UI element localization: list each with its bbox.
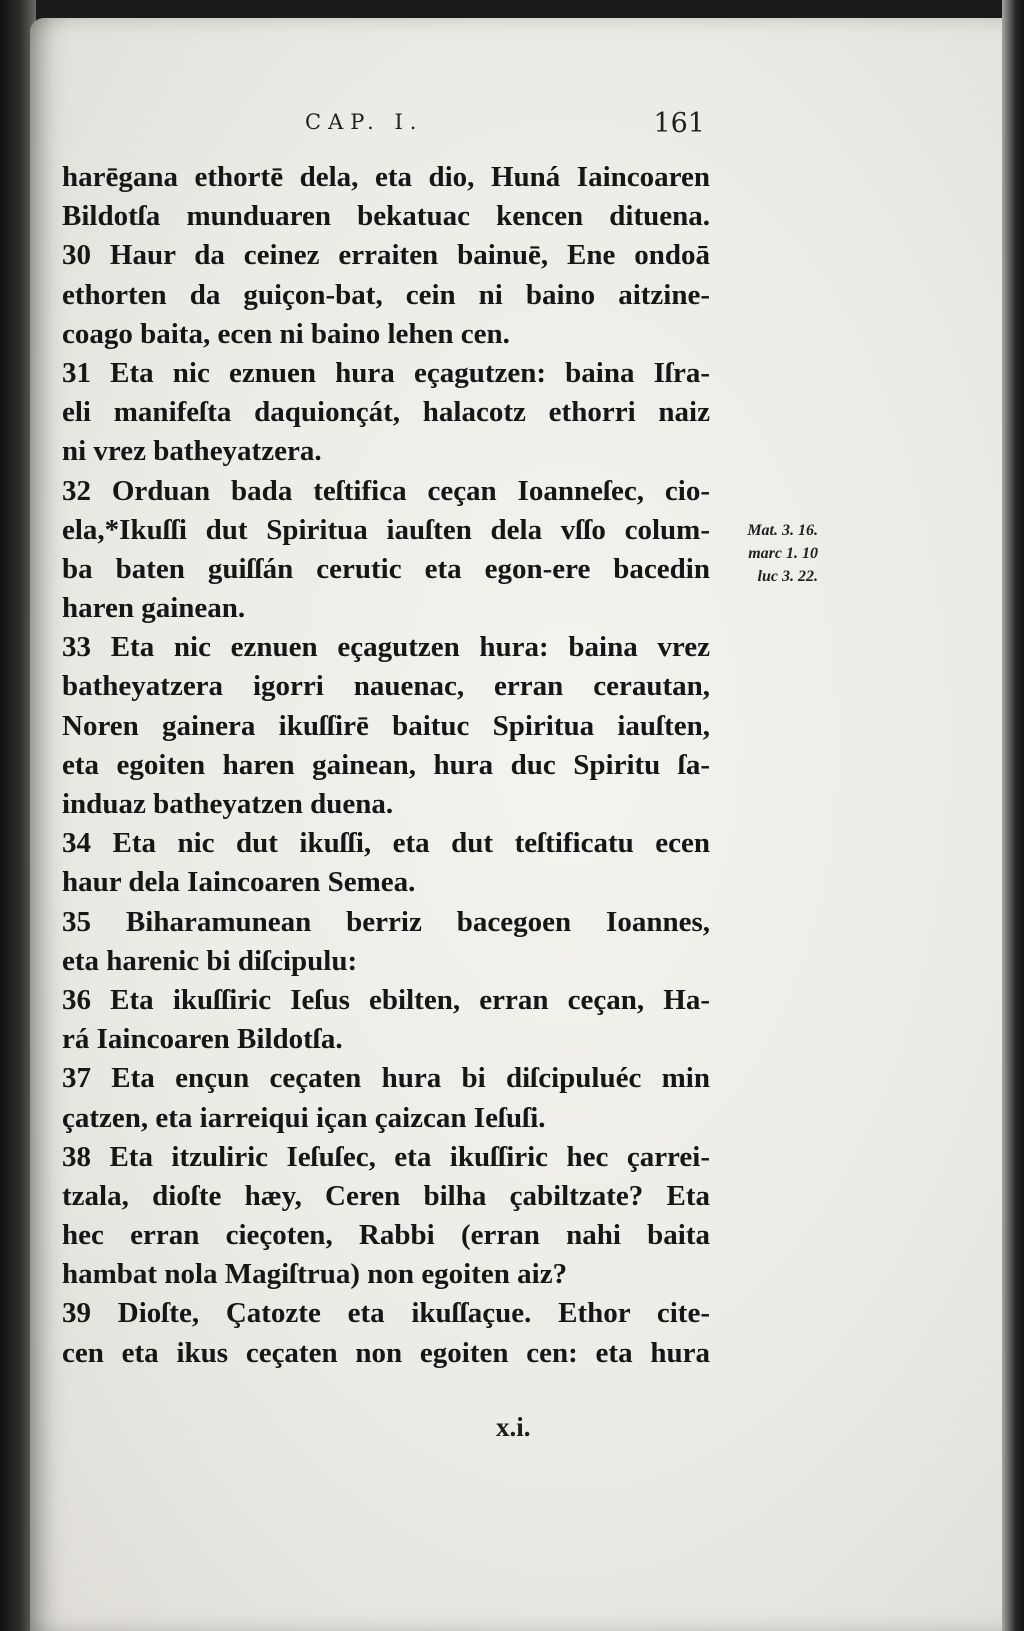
- text-line: Noren gainera ikuſſirē baituc Spiritua iauſten,: [62, 709, 710, 742]
- text-line: 34 Eta nic dut ikuſſi, eta dut teſtificatu ecen: [62, 827, 710, 860]
- margin-reference: [718, 519, 818, 588]
- text-line: 32 Orduan bada teſtifica ceçan Ioanneſec, cio-: [62, 474, 710, 507]
- text-line: induaz batheyatzen duena.: [62, 788, 394, 820]
- text-line: 33 Eta nic eznuen eçagutzen hura: baina vrez: [62, 631, 710, 664]
- text-line: coago baita, ecen ni baino lehen cen.: [62, 317, 510, 350]
- text-line: 39 Dioſte, Çatozte eta ikuſſaçue. Ethor cite-: [62, 1297, 710, 1330]
- page-number: 161: [653, 108, 705, 139]
- page-edge-shadow: [1002, 0, 1024, 1631]
- text-line: hambat nola Magiſtrua) non egoiten aiz?: [62, 1258, 568, 1291]
- text-line: ela,*Ikuſſi dut Spiritua iauſten dela vſſo colum-: [62, 513, 710, 546]
- text-line: batheyatzera igorri nauenac, erran cerautan,: [62, 670, 710, 703]
- text-line: eta harenic bi diſcipulu:: [62, 944, 358, 977]
- margin-reference-line: marc 1. 10: [748, 545, 818, 562]
- text-line: tzala, dioſte hæy, Ceren bilha çabiltzate? Eta: [62, 1179, 710, 1212]
- body-text: [62, 158, 710, 1373]
- signature-mark: x.i.: [496, 1412, 531, 1442]
- text-line: 30 Haur da ceinez erraiten bainuē, Ene ondoā: [62, 239, 710, 272]
- text-line: 38 Eta itzuliric Ieſuſec, eta ikuſſiric hec çarrei-: [62, 1140, 710, 1173]
- margin-reference-line: Mat. 3. 16.: [747, 522, 818, 539]
- text-line: ni vrez batheyatzera.: [62, 435, 322, 468]
- text-line: hec erran cieçoten, Rabbi (erran nahi baita: [62, 1219, 710, 1252]
- page-header: [305, 108, 705, 138]
- text-line: rá Iaincoaren Bildotſa.: [62, 1023, 343, 1056]
- margin-reference-line: luc 3. 22.: [757, 568, 818, 585]
- text-line: 35 Biharamunean berriz bacegoen Ioannes,: [62, 905, 710, 938]
- text-line: ba baten guiſſán cerutic eta egon-ere bacedin: [62, 552, 710, 585]
- text-line: cen eta ikus ceçaten non egoiten cen: eta hura: [62, 1336, 710, 1369]
- text-line: haur dela Iaincoaren Semea.: [62, 866, 416, 899]
- text-line: Bildotſa munduaren bekatuac kencen dituena.: [62, 200, 710, 233]
- text-line: haren gainean.: [62, 592, 246, 625]
- text-line: ethorten da guiçon-bat, cein ni baino aitzine-: [62, 278, 710, 311]
- text-line: eli manifeſta daquionçát, halacotz ethorri naiz: [62, 396, 710, 429]
- text-line: 37 Eta ençun ceçaten hura bi diſcipuluéc min: [62, 1062, 710, 1095]
- running-title: CAP. I.: [305, 110, 424, 134]
- text-line: harēgana ethortē dela, eta dio, Huná Iaincoaren: [62, 161, 710, 193]
- text-line: eta egoiten haren gainean, hura duc Spiritu ſa-: [62, 748, 710, 781]
- text-line: 31 Eta nic eznuen hura eçagutzen: baina Iſra-: [62, 356, 710, 389]
- text-line: 36 Eta ikuſſiric Ieſus ebilten, erran ceçan, Ha-: [62, 983, 710, 1016]
- text-line: çatzen, eta iarreiqui içan çaizcan Ieſuſi.: [62, 1101, 546, 1134]
